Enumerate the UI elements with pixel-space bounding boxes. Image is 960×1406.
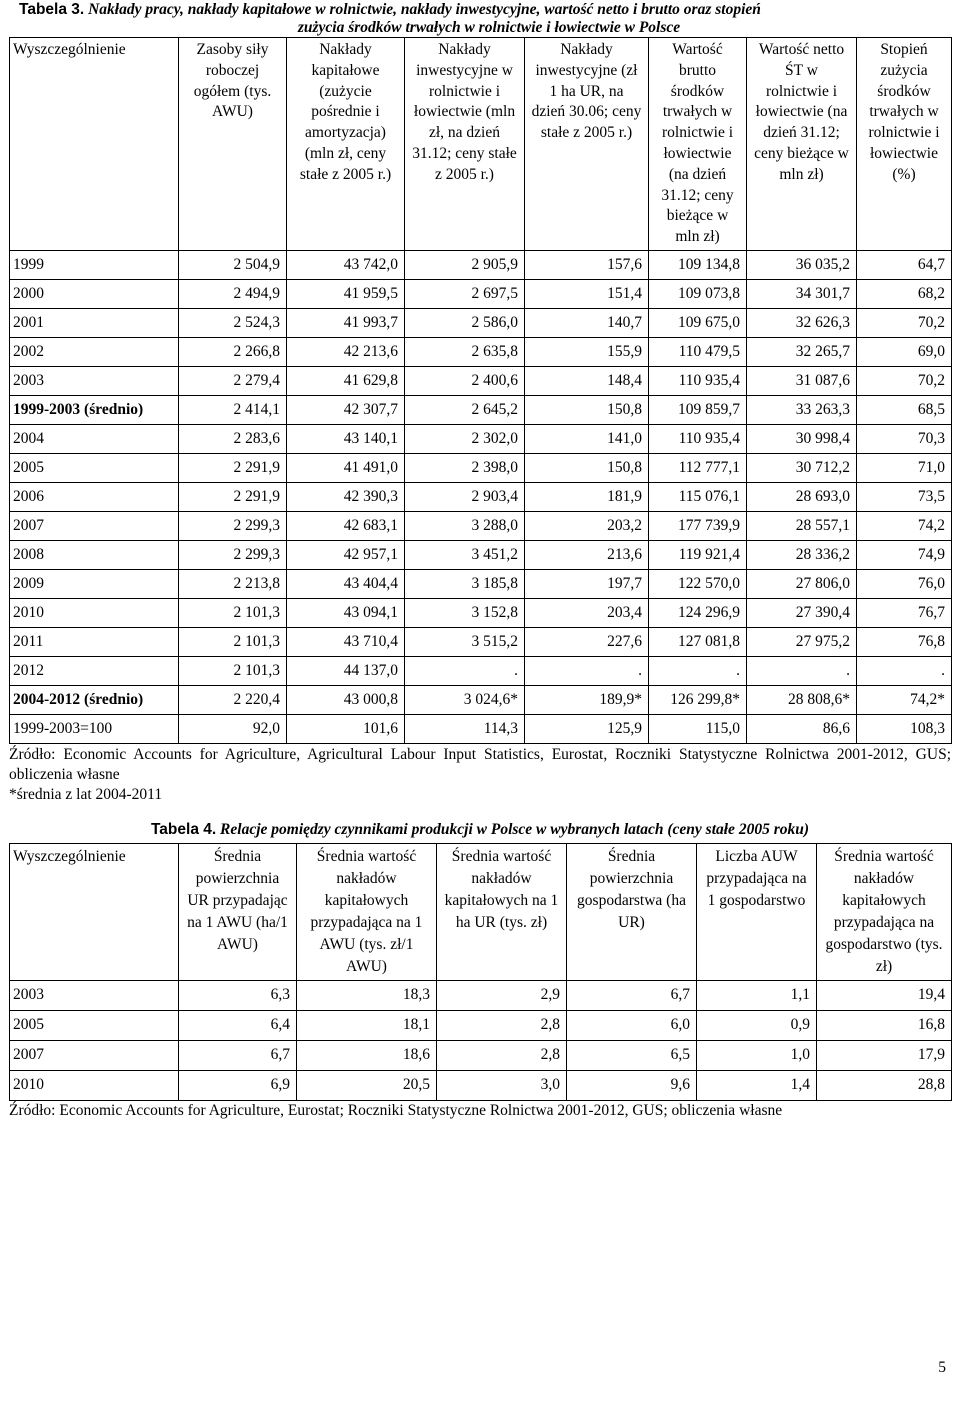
table-cell: 108,3 xyxy=(857,714,952,743)
table-cell: 101,6 xyxy=(287,714,405,743)
table-row xyxy=(10,395,952,424)
table-cell: 2,9 xyxy=(437,980,567,1010)
table-cell: 43 710,4 xyxy=(287,627,405,656)
row-label: 2004-2012 (średnio) xyxy=(10,685,179,714)
table-cell: 18,1 xyxy=(297,1010,437,1040)
table-row xyxy=(10,980,952,1010)
table-row xyxy=(10,337,952,366)
table-cell: 41 491,0 xyxy=(287,453,405,482)
table-row xyxy=(10,598,952,627)
table-cell: 151,4 xyxy=(525,279,649,308)
table-cell: 181,9 xyxy=(525,482,649,511)
table-cell: 86,6 xyxy=(747,714,857,743)
table-cell: 42 957,1 xyxy=(287,540,405,569)
table-cell: 28 557,1 xyxy=(747,511,857,540)
table-cell: 150,8 xyxy=(525,453,649,482)
table-cell: 2 291,9 xyxy=(179,482,287,511)
table-cell: 6,9 xyxy=(179,1070,297,1100)
table-cell: . xyxy=(857,656,952,685)
table-cell: 110 935,4 xyxy=(649,366,747,395)
table-row xyxy=(10,1070,952,1100)
table-row xyxy=(10,1040,952,1070)
table-cell: 74,2* xyxy=(857,685,952,714)
table-cell: 6,5 xyxy=(567,1040,697,1070)
table-cell: 2 494,9 xyxy=(179,279,287,308)
table3 xyxy=(9,37,952,744)
table-cell: 17,9 xyxy=(817,1040,952,1070)
row-label: 2004 xyxy=(10,424,179,453)
table-cell: 148,4 xyxy=(525,366,649,395)
table-cell: 213,6 xyxy=(525,540,649,569)
table3-header-cell: Zasoby siły roboczej ogółem (tys. AWU) xyxy=(179,38,287,251)
row-label: 2007 xyxy=(10,511,179,540)
table-cell: 197,7 xyxy=(525,569,649,598)
table-cell: 68,5 xyxy=(857,395,952,424)
table-cell: 28 336,2 xyxy=(747,540,857,569)
table3-header-cell: Wartość brutto środków trwałych w rolnictwie i łowiectwie (na dzień 31.12; ceny bieżące w mln zł) xyxy=(649,38,747,251)
row-label: 2001 xyxy=(10,308,179,337)
table-cell: 18,3 xyxy=(297,980,437,1010)
table-cell: 70,2 xyxy=(857,308,952,337)
document-page xyxy=(9,0,951,1121)
table-cell: 76,7 xyxy=(857,598,952,627)
table-cell: 43 000,8 xyxy=(287,685,405,714)
table-cell: 43 140,1 xyxy=(287,424,405,453)
table-cell: 19,4 xyxy=(817,980,952,1010)
table3-header-cell: Wyszczególnienie xyxy=(10,38,179,251)
table-cell: 34 301,7 xyxy=(747,279,857,308)
table-cell: 112 777,1 xyxy=(649,453,747,482)
table-cell: 109 859,7 xyxy=(649,395,747,424)
table-cell: 227,6 xyxy=(525,627,649,656)
table3-caption xyxy=(9,0,959,37)
table-row xyxy=(10,453,952,482)
table-cell: 6,7 xyxy=(179,1040,297,1070)
table-cell: 2 635,8 xyxy=(405,337,525,366)
table4-header-cell: Średnia powierzchnia gospodarstwa (ha UR) xyxy=(567,843,697,980)
table-cell: 177 739,9 xyxy=(649,511,747,540)
table-cell: 41 959,5 xyxy=(287,279,405,308)
table-cell: 109 073,8 xyxy=(649,279,747,308)
row-label: 2005 xyxy=(10,1010,179,1040)
row-label: 2003 xyxy=(10,980,179,1010)
table-row xyxy=(10,656,952,685)
table-cell: 74,2 xyxy=(857,511,952,540)
table-row xyxy=(10,424,952,453)
table-cell: 126 299,8* xyxy=(649,685,747,714)
table3-body xyxy=(10,250,952,743)
table-cell: 27 806,0 xyxy=(747,569,857,598)
table-cell: 2 398,0 xyxy=(405,453,525,482)
table-cell: 115 076,1 xyxy=(649,482,747,511)
table-cell: 6,0 xyxy=(567,1010,697,1040)
table-cell: 2 903,4 xyxy=(405,482,525,511)
table3-header-cell: Nakłady inwestycyjne (zł 1 ha UR, na dzień 30.06; ceny stałe z 2005 r.) xyxy=(525,38,649,251)
table-cell: 2 291,9 xyxy=(179,453,287,482)
table-cell: 6,3 xyxy=(179,980,297,1010)
table-cell: 2 213,8 xyxy=(179,569,287,598)
table-row xyxy=(10,308,952,337)
table-cell: 2 101,3 xyxy=(179,627,287,656)
table-cell: 1,0 xyxy=(697,1040,817,1070)
table-cell: 2 586,0 xyxy=(405,308,525,337)
table-cell: 30 998,4 xyxy=(747,424,857,453)
table-cell: 2 101,3 xyxy=(179,656,287,685)
table-cell: 3 024,6* xyxy=(405,685,525,714)
table-cell: 6,7 xyxy=(567,980,697,1010)
table3-title-line1: Nakłady pracy, nakłady kapitałowe w rolnictwie, nakłady inwestycyjne, wartość netto i brutto oraz stopień xyxy=(88,1,761,18)
table-row xyxy=(10,511,952,540)
table-cell: 70,2 xyxy=(857,366,952,395)
table-row xyxy=(10,569,952,598)
table-row xyxy=(10,714,952,743)
page-number: 5 xyxy=(938,1359,946,1376)
table3-header-cell: Nakłady inwestycyjne w rolnictwie i łowiectwie (mln zł, na dzień 31.12; ceny stałe z 2005 r.) xyxy=(405,38,525,251)
table-row xyxy=(10,627,952,656)
table-cell: 32 265,7 xyxy=(747,337,857,366)
table-cell: 157,6 xyxy=(525,250,649,279)
table-cell: . xyxy=(747,656,857,685)
table3-header-row xyxy=(10,38,952,251)
row-label: 2003 xyxy=(10,366,179,395)
table-cell: 42 683,1 xyxy=(287,511,405,540)
table-cell: 203,4 xyxy=(525,598,649,627)
table-cell: 30 712,2 xyxy=(747,453,857,482)
row-label: 2005 xyxy=(10,453,179,482)
table-cell: 33 263,3 xyxy=(747,395,857,424)
row-label: 1999-2003 (średnio) xyxy=(10,395,179,424)
table4-title: Relacje pomiędzy czynnikami produkcji w Polsce w wybranych latach (ceny stałe 2005 roku) xyxy=(220,820,810,838)
table-cell: 1,4 xyxy=(697,1070,817,1100)
table-cell: 28,8 xyxy=(817,1070,952,1100)
table-cell: 0,9 xyxy=(697,1010,817,1040)
table-cell: 2 697,5 xyxy=(405,279,525,308)
table-cell: 43 742,0 xyxy=(287,250,405,279)
table-cell: 110 479,5 xyxy=(649,337,747,366)
table-row xyxy=(10,366,952,395)
table4-source: Źródło: Economic Accounts for Agriculture, Eurostat; Roczniki Statystyczne Rolnictwa 2001-2012, GUS; obliczenia własne xyxy=(9,1101,783,1119)
table-cell: 27 390,4 xyxy=(747,598,857,627)
table4-header-cell: Średnia wartość nakładów kapitałowych na 1 ha UR (tys. zł) xyxy=(437,843,567,980)
table-cell: 109 134,8 xyxy=(649,250,747,279)
table-cell: 2 266,8 xyxy=(179,337,287,366)
table-cell: 127 081,8 xyxy=(649,627,747,656)
table-cell: 64,7 xyxy=(857,250,952,279)
table-cell: 110 935,4 xyxy=(649,424,747,453)
table-cell: 43 404,4 xyxy=(287,569,405,598)
table-row xyxy=(10,482,952,511)
table-cell: 76,8 xyxy=(857,627,952,656)
row-label: 2000 xyxy=(10,279,179,308)
table-cell: 2 400,6 xyxy=(405,366,525,395)
table4-header-cell: Średnia wartość nakładów kapitałowych przypadająca na 1 AWU (tys. zł/1 AWU) xyxy=(297,843,437,980)
table-cell: 27 975,2 xyxy=(747,627,857,656)
table-cell: 2,8 xyxy=(437,1010,567,1040)
table-cell: 125,9 xyxy=(525,714,649,743)
table-row xyxy=(10,540,952,569)
table3-note: *średnia z lat 2004-2011 xyxy=(9,785,163,803)
table-cell: 2 299,3 xyxy=(179,540,287,569)
row-label: 2012 xyxy=(10,656,179,685)
table-row xyxy=(10,279,952,308)
table-cell: 189,9* xyxy=(525,685,649,714)
table3-header-cell: Nakłady kapitałowe (zużycie pośrednie i amortyzacja) (mln zł, ceny stałe z 2005 r.) xyxy=(287,38,405,251)
table-cell: 3 185,8 xyxy=(405,569,525,598)
table-cell: 141,0 xyxy=(525,424,649,453)
table-cell: 42 307,7 xyxy=(287,395,405,424)
table-cell: 140,7 xyxy=(525,308,649,337)
table-cell: . xyxy=(525,656,649,685)
row-label: 2006 xyxy=(10,482,179,511)
table4 xyxy=(9,843,952,1101)
table-cell: 2 279,4 xyxy=(179,366,287,395)
table3-header-cell: Stopień zużycia środków trwałych w rolnictwie i łowiectwie (%) xyxy=(857,38,952,251)
table-cell: 43 094,1 xyxy=(287,598,405,627)
table-cell: 114,3 xyxy=(405,714,525,743)
table-cell: . xyxy=(405,656,525,685)
table-cell: 36 035,2 xyxy=(747,250,857,279)
table-row xyxy=(10,250,952,279)
row-label: 2007 xyxy=(10,1040,179,1070)
table-cell: 2 302,0 xyxy=(405,424,525,453)
table-cell: 155,9 xyxy=(525,337,649,366)
table-cell: 42 213,6 xyxy=(287,337,405,366)
table-cell: 68,2 xyxy=(857,279,952,308)
table4-header-cell: Wyszczególnienie xyxy=(10,843,179,980)
table4-body xyxy=(10,980,952,1100)
table-cell: 41 629,8 xyxy=(287,366,405,395)
table-cell: 44 137,0 xyxy=(287,656,405,685)
table-cell: 2 524,3 xyxy=(179,308,287,337)
table-cell: 42 390,3 xyxy=(287,482,405,511)
table-cell: 20,5 xyxy=(297,1070,437,1100)
table-cell: 109 675,0 xyxy=(649,308,747,337)
row-label: 2009 xyxy=(10,569,179,598)
table3-header-cell: Wartość netto ŚT w rolnictwie i łowiectwie (na dzień 31.12; ceny bieżące w mln zł) xyxy=(747,38,857,251)
table-cell: 3,0 xyxy=(437,1070,567,1100)
table-cell: 3 451,2 xyxy=(405,540,525,569)
table-cell: 3 152,8 xyxy=(405,598,525,627)
table-cell: 31 087,6 xyxy=(747,366,857,395)
table-cell: 122 570,0 xyxy=(649,569,747,598)
table-cell: 150,8 xyxy=(525,395,649,424)
table-cell: 18,6 xyxy=(297,1040,437,1070)
table-cell: 1,1 xyxy=(697,980,817,1010)
table-cell: . xyxy=(649,656,747,685)
table-cell: 16,8 xyxy=(817,1010,952,1040)
table-cell: 73,5 xyxy=(857,482,952,511)
table-cell: 92,0 xyxy=(179,714,287,743)
table4-caption xyxy=(9,821,951,839)
table-cell: 28 808,6* xyxy=(747,685,857,714)
table3-source: Źródło: Economic Accounts for Agriculture, Agricultural Labour Input Statistics, Eurostat, Roczniki Statystyczne Rolnictwa 2001-2012, GUS; obliczenia własne xyxy=(9,745,951,783)
table-cell: 203,2 xyxy=(525,511,649,540)
table-row xyxy=(10,685,952,714)
row-label: 2011 xyxy=(10,627,179,656)
table-cell: 115,0 xyxy=(649,714,747,743)
table-cell: 2 299,3 xyxy=(179,511,287,540)
table-cell: 32 626,3 xyxy=(747,308,857,337)
row-label: 2008 xyxy=(10,540,179,569)
table-cell: 74,9 xyxy=(857,540,952,569)
table-cell: 2 504,9 xyxy=(179,250,287,279)
table-cell: 3 515,2 xyxy=(405,627,525,656)
table4-header-cell: Średnia powierzchnia UR przypadając na 1 AWU (ha/1 AWU) xyxy=(179,843,297,980)
table-row xyxy=(10,1010,952,1040)
table-cell: 2 283,6 xyxy=(179,424,287,453)
table-cell: 124 296,9 xyxy=(649,598,747,627)
row-label: 1999 xyxy=(10,250,179,279)
table-cell: 2 905,9 xyxy=(405,250,525,279)
table-cell: 41 993,7 xyxy=(287,308,405,337)
row-label: 2010 xyxy=(10,598,179,627)
table-cell: 2 220,4 xyxy=(179,685,287,714)
table-cell: 3 288,0 xyxy=(405,511,525,540)
row-label: 2002 xyxy=(10,337,179,366)
table-cell: 6,4 xyxy=(179,1010,297,1040)
table-cell: 119 921,4 xyxy=(649,540,747,569)
row-label: 1999-2003=100 xyxy=(10,714,179,743)
table-cell: 70,3 xyxy=(857,424,952,453)
table-cell: 2 101,3 xyxy=(179,598,287,627)
table-cell: 69,0 xyxy=(857,337,952,366)
table-cell: 28 693,0 xyxy=(747,482,857,511)
table4-header-cell: Liczba AUW przypadająca na 1 gospodarstwo xyxy=(697,843,817,980)
row-label: 2010 xyxy=(10,1070,179,1100)
table3-title-line2: zużycia środków trwałych w rolnictwie i łowiectwie w Polsce xyxy=(297,19,681,36)
table4-label: Tabela 4. xyxy=(150,820,217,838)
table-cell: 76,0 xyxy=(857,569,952,598)
table-cell: 71,0 xyxy=(857,453,952,482)
table-cell: 9,6 xyxy=(567,1070,697,1100)
table-cell: 2 414,1 xyxy=(179,395,287,424)
table4-header-row xyxy=(10,843,952,980)
table-cell: 2 645,2 xyxy=(405,395,525,424)
table4-header-cell: Średnia wartość nakładów kapitałowych przypadająca na gospodarstwo (tys. zł) xyxy=(817,843,952,980)
table3-label: Tabela 3. xyxy=(19,1,85,18)
table-cell: 2,8 xyxy=(437,1040,567,1070)
